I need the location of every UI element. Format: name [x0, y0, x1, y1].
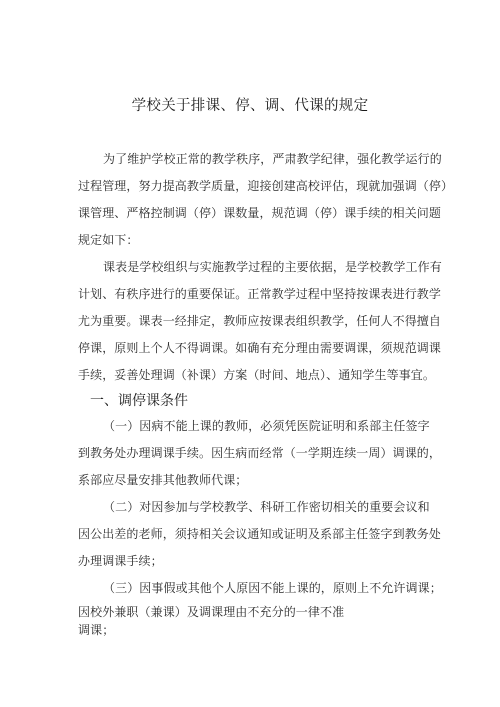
item2-line-2: 因公出差的老师，须持相关会议通知或证明及系部主任签字到教务处 [78, 527, 442, 541]
intro-line-3: 课管理、严格控制调（停）课数量，规范调（停）课手续的相关问题 [78, 206, 442, 220]
para2-line-4: 停课，原则上个人不得调课。如确有充分理由需要调课，须规范调课 [78, 341, 442, 355]
para2-line-5: 手续，妥善处理调（补课）方案（时间、地点）、通知学生等事宜。 [78, 368, 436, 382]
para2-line-2: 计划、有秩序进行的重要保证。正常教学过程中坚持按课表进行教学 [78, 287, 442, 301]
item1-line-1: （一）因病不能上课的教师，必须凭医院证明和系部主任签字 [103, 419, 430, 433]
para2-line-3: 尤为重要。课表一经排定，教师应按课表组织教学，任何人不得擅自 [78, 314, 442, 328]
item3-line-1: （三）因事假或其他个人原因不能上课的，原则上不允许调课； [103, 581, 442, 595]
section-heading: 一、调停课条件 [90, 393, 188, 409]
item1-line-3: 系部应尽量安排其他教师代课； [78, 473, 248, 487]
item2-line-1: （二）对因参加与学校教学、科研工作密切相关的重要会议和 [103, 500, 430, 514]
item2-line-3: 办理调课手续； [78, 554, 163, 568]
item1-line-2: 到教务处办理调课手续。因生病而经常（一学期连续一周）调课的， [78, 446, 442, 460]
intro-line-2: 过程管理，努力提高教学质量，迎接创建高校评估，现就加强调（停） [78, 179, 454, 193]
item3-line-3: 调课； [78, 623, 115, 637]
intro-line-4: 规定如下： [78, 233, 139, 247]
intro-line-1: 为了维护学校正常的教学秩序，严肃教学纪律，强化教学运行的 [103, 152, 442, 166]
item3-line-2: 因校外兼职（兼课）及调课理由不充分的一律不准 [78, 605, 345, 619]
para2-line-1: 课表是学校组织与实施教学过程的主要依据，是学校教学工作有 [103, 260, 442, 274]
document-title: 学校关于排课、停、调、代课的规定 [131, 98, 369, 114]
